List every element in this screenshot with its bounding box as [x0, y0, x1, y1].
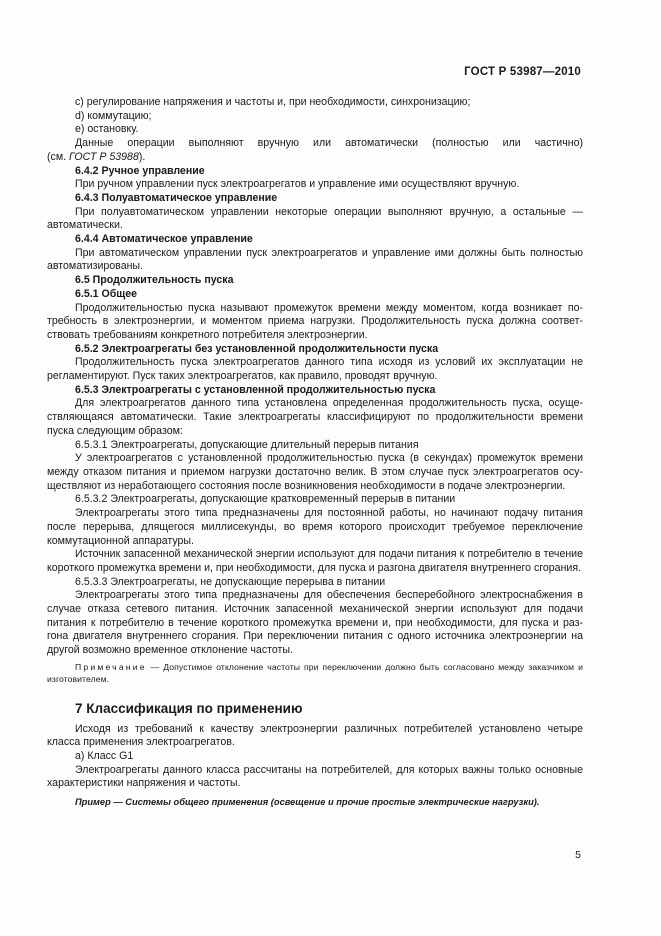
example-label: Пример — — [75, 797, 123, 808]
note-label: Примечание — [75, 661, 147, 672]
paragraph-6-5-1: Продолжительностью пуска называют промежуток времени между моментом, когда возникает потребность в электроэнергии, и моментом приема нагрузки. Продолжительность пуска должна соответствовать требованиям конкретного потребителя электроэнергии. — [47, 301, 583, 341]
document-id: ГОСТ Р 53987—2010 — [464, 66, 581, 78]
paragraph-6-4-4: При автоматическом управлении пуск электроагрегатов и управление ими должны быть полностью автоматизированы. — [47, 246, 583, 273]
heading-6-5-3-3: 6.5.3.3 Электроагрегаты, не допускающие перерыва в питании — [75, 575, 386, 588]
paragraph-6-5-3-1: У электроагрегатов с установленной продолжительностью пуска (в секундах) промежуток времени между отказом питания и приемом нагрузки достаточно велик. В этом случае пуск электроагрегатов осуществляют из неработающего состояния после возникновения необходимости в подаче электроэнергии. — [47, 452, 583, 492]
document-body — [47, 96, 583, 810]
heading-6-5-3-1: 6.5.3.1 Электроагрегаты, допускающие длительный перерыв питания — [75, 438, 419, 451]
heading-6-5-3-2: 6.5.3.2 Электроагрегаты, допускающие кратковременный перерыв в питании — [75, 493, 456, 506]
heading-6-5-3: 6.5.3 Электроагрегаты с установленной продолжительностью пуска — [75, 383, 436, 396]
paragraph-reference: (см. ГОСТ Р 53988). — [47, 150, 146, 163]
note — [47, 661, 583, 686]
heading-6-4-4: 6.4.4 Автоматическое управление — [75, 233, 253, 246]
heading-6-4-3: 6.4.3 Полуавтоматическое управление — [75, 191, 278, 204]
paragraph-6-5-3-3: Электроагрегаты этого типа предназначены для обеспечения бесперебойного электроснабжения в случае отказа сетевого питания. Источник запасенной механической энергии используют для подачи питания к потребителю в течение короткого промежутка времени и, при необходимости, для пуска и разгона двигателя внутреннего сгорания. При переключении питания с одного источника электроэнергии на другой возможно временное отклонение частоты. — [47, 589, 583, 657]
paragraph-6-5-3-2-b: Источник запасенной механической энергии используют для подачи питания к потребителю в течение короткого промежутка времени и, при необходимости, для пуска и разгона двигателя внутреннего сгорания. — [47, 548, 583, 574]
heading-6-5-2: 6.5.2 Электроагрегаты без установленной продолжительности пуска — [75, 342, 439, 355]
paragraph-6-4-3: При полуавтоматическом управлении некоторые операции выполняют вручную, а остальные — автоматически. — [47, 205, 583, 232]
paragraph-6-5-2: Продолжительность пуска электроагрегатов данного типа исходя из условий их эксплуатации не регламентируют. Пуск таких электроагрегатов, как правило, проводят вручную. — [47, 356, 583, 383]
example — [47, 796, 583, 810]
list-item-class-g1: а) Класс G1 — [75, 749, 134, 762]
heading-6-5: 6.5 Продолжительность пуска — [75, 274, 234, 287]
paragraph-6-4-2: При ручном управлении пуск электроагрегатов и управление ими осуществляют вручную. — [75, 178, 520, 191]
heading-6-5-1: 6.5.1 Общее — [75, 287, 138, 300]
list-item-c: c) регулирование напряжения и частоты и, при необходимости, синхронизацию; — [75, 96, 471, 108]
paragraph-control-modes: Данные операции выполняют вручную или автоматически (полностью или частично) — [75, 137, 583, 150]
note-text: — Допустимое отклонение частоты при переключении должно быть согласовано между заказчиком и изготовителем. — [47, 661, 583, 685]
standard-reference: ГОСТ Р 53988 — [69, 150, 139, 163]
heading-6-4-2: 6.4.2 Ручное управление — [75, 164, 205, 177]
paragraph-class-g1: Электроагрегаты данного класса рассчитаны на потребителей, для которых важны только основные характеристики напряжения и частоты. — [47, 763, 583, 790]
paragraph-6-5-3-2-a: Электроагрегаты этого типа предназначены для постоянной работы, но начинают подачу питания после перерыва, длящегося миллисекунды, во время которого происходит требуемое переключение коммутационной аппаратуры. — [47, 507, 583, 547]
heading-section-7: 7 Классификация по применению — [75, 700, 303, 716]
page-number: 5 — [575, 849, 581, 861]
example-text: Системы общего применения (освещение и прочие простые электрические нагрузки). — [122, 797, 540, 808]
list-item-e: e) остановку. — [75, 123, 139, 136]
list-item-d: d) коммутацию; — [75, 109, 152, 122]
paragraph-7: Исходя из требований к качеству электроэнергии различных потребителей установлено четыре класса применения электроагрегатов. — [47, 722, 583, 749]
paragraph-6-5-3: Для электроагрегатов данного типа установлена определенная продолжительность пуска, осуществляющаяся автоматически. Такие электроагрегаты классифицируют по продолжительности времени пуска следующим образом: — [47, 397, 583, 437]
